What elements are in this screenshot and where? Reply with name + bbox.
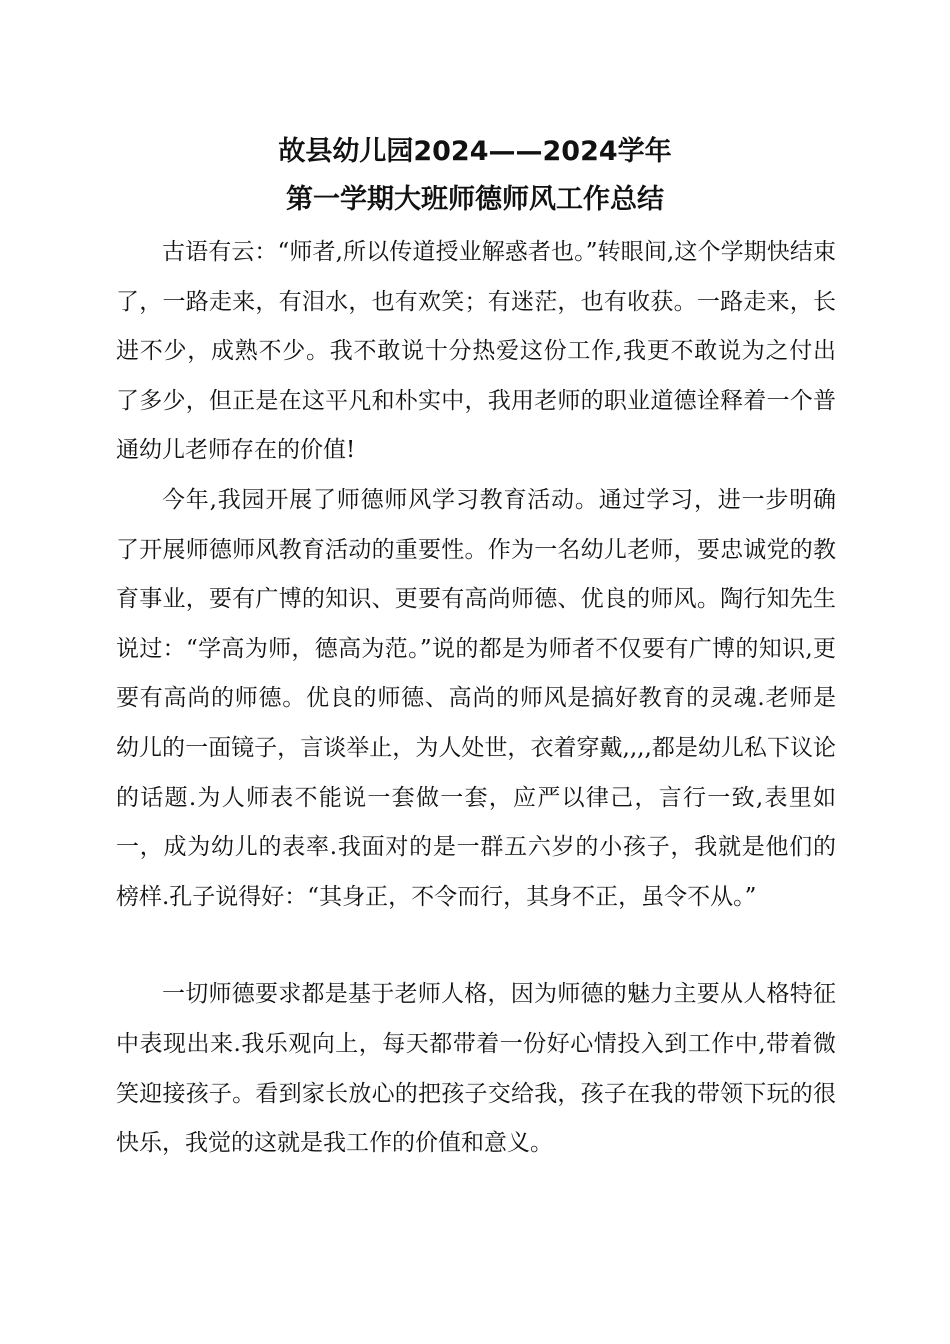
paragraph-3: 一切师德要求都是基于老师人格，因为师德的魅力主要从人格特征中表现出来.我乐观向上，每天都带着一份好心情投入到工作中,带着微笑迎接孩子。看到家长放心的把孩子交给我，孩子在我的带领下玩的很快乐，我觉的这就是我工作的价值和意义。: [116, 981, 836, 1157]
document-title: [0, 128, 950, 224]
paragraph-1: 古语有云：“师者,所以传道授业解惑者也。”转眼间,这个学期快结束了，一路走来，有泪水，也有欢笑；有迷茫，也有收获。一路走来，长进不少，成熟不少。我不敢说十分热爱这份工作,我更不敢说为之付出了多少，但正是在这平凡和朴实中，我用老师的职业道德诠释着一个普通幼儿老师存在的价值!: [116, 239, 836, 464]
title-line-1: 故县幼儿园2024——2024学年: [278, 136, 672, 167]
paragraph-2: 今年,我园开展了师德师风学习教育活动。通过学习，进一步明确了开展师德师风教育活动的重要性。作为一名幼儿老师，要忠诚党的教育事业，要有广博的知识、更要有高尚师德、优良的师风。陶行知先生说过：“学高为师，德高为范。”说的都是为师者不仅要有广博的知识,更要有高尚的师德。优良的师德、高尚的师风是搞好教育的灵魂.老师是幼儿的一面镜子，言谈举止，为人处世，衣着穿戴,,,,都是幼儿私下议论的话题.为人师表不能说一套做一套，应严以律己，言行一致,表里如一，成为幼儿的表率.我面对的是一群五六岁的小孩子，我就是他们的榜样.孔子说得好：“其身正，不令而行，其身不正，虽令不从。”: [116, 486, 836, 910]
paragraph-gap: [116, 922, 836, 970]
title-line-2: 第一学期大班师德师风工作总结: [286, 184, 664, 215]
document-body: [116, 228, 836, 1169]
